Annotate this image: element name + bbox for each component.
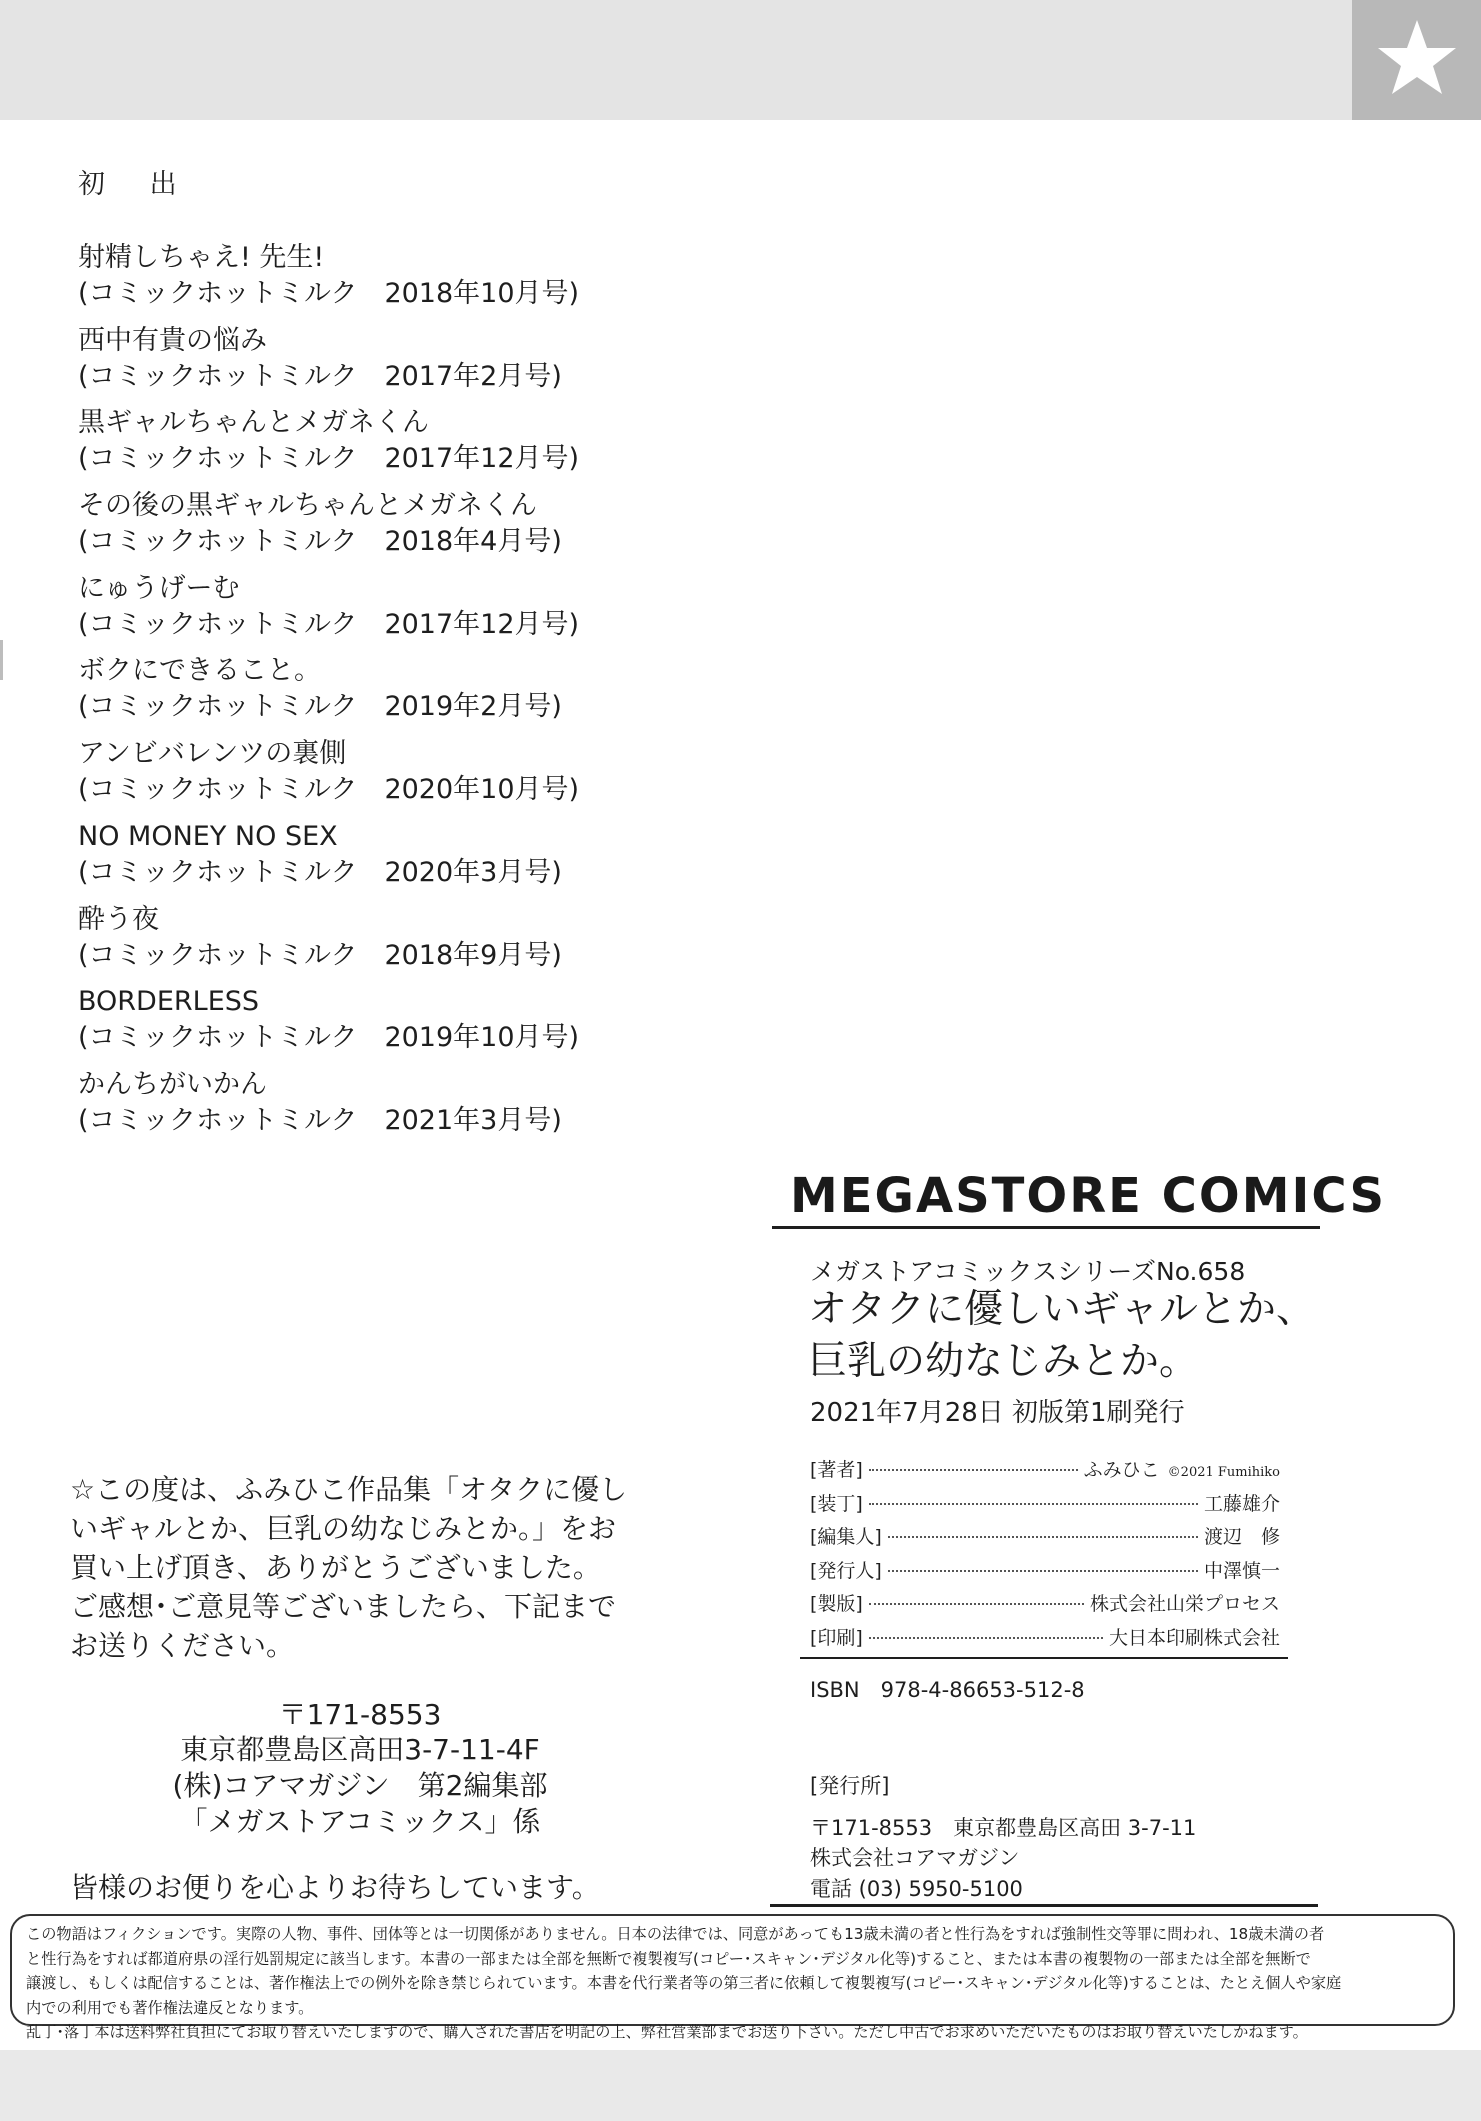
leader-dots bbox=[869, 1602, 1084, 1605]
credit-row bbox=[810, 1556, 1280, 1590]
work-source: (コミックホットミルク 2021年3月号) bbox=[78, 1104, 562, 1136]
work-item bbox=[78, 1067, 638, 1150]
credit-row bbox=[810, 1522, 1280, 1556]
work-title: アンビバレンツの裏側 bbox=[78, 738, 347, 770]
work-title: 射精しちゃえ! 先生! bbox=[78, 242, 325, 273]
work-source: (コミックホットミルク 2018年9月号) bbox=[78, 939, 562, 971]
notice-line: 内での利用でも著作権法違反となります。 bbox=[26, 1998, 314, 2017]
work-item bbox=[78, 902, 638, 985]
credit-value: 渡辺 修 bbox=[1203, 1526, 1280, 1548]
credit-row bbox=[810, 1623, 1280, 1657]
credit-label: [製版] bbox=[810, 1593, 863, 1615]
colophon-bottom-rule bbox=[770, 1904, 1318, 1907]
notice-line: 乱丁･落丁本は送料弊社負担にてお取り替えいたしますので、購入された書店を明記の上、弊社営業部までお送り下さい。ただし中古でお求めいただいたものはお取り替えいたしかねます。 bbox=[26, 2023, 1308, 2041]
mail-attention: 「メガストアコミックス」係 bbox=[179, 1805, 541, 1838]
credit-value: 株式会社山栄プロセス bbox=[1089, 1593, 1280, 1615]
copyright-note: ©2021 Fumihiko bbox=[1167, 1465, 1280, 1480]
message-line: ご感想･ご意見等ございましたら、下記まで bbox=[70, 1590, 617, 1623]
page-edge-mark bbox=[0, 640, 3, 680]
message-line: お送りください。 bbox=[70, 1629, 295, 1662]
imprint-rule bbox=[772, 1226, 1320, 1229]
leader-dots bbox=[888, 1535, 1198, 1538]
work-source: (コミックホットミルク 2018年4月号) bbox=[78, 526, 562, 558]
work-source: (コミックホットミルク 2019年10月号) bbox=[78, 1022, 580, 1054]
work-source: (コミックホットミルク 2017年12月号) bbox=[78, 608, 580, 640]
mail-department: (株)コアマガジン 第2編集部 bbox=[172, 1769, 548, 1802]
closing-message: 皆様のお便りを心よりお待ちしています。 bbox=[70, 1871, 600, 1904]
work-item bbox=[78, 240, 638, 323]
work-source: (コミックホットミルク 2020年10月号) bbox=[78, 774, 580, 806]
work-item bbox=[78, 736, 638, 819]
mail-address: 東京都豊島区高田3-7-11-4F bbox=[180, 1733, 540, 1766]
credit-label: [著者] bbox=[810, 1459, 863, 1481]
publisher-address: 〒171-8553 東京都豊島区高田 3-7-11 bbox=[810, 1816, 1197, 1840]
work-title: その後の黒ギャルちゃんとメガネくん bbox=[78, 490, 537, 522]
credit-value: ふみひこ bbox=[1083, 1459, 1160, 1481]
credit-value: 中澤慎一 bbox=[1203, 1559, 1280, 1582]
leader-dots bbox=[869, 1468, 1078, 1471]
notice-line: 譲渡し、もしくは配信することは、著作権法上での例外を除き禁じられています。本書を代行業者等の第三者に依頼して複製複写(コピー･スキャン･デジタル化等)することは、たとえ個人や家庭 bbox=[26, 1974, 1342, 1992]
corner-box bbox=[1352, 0, 1481, 120]
message-line: 買い上げ頂き、ありがとうございました。 bbox=[70, 1551, 601, 1584]
book-title-line: オタクに優しいギャルとか、 bbox=[808, 1287, 1316, 1332]
work-item bbox=[78, 653, 638, 736]
publisher-label: [発行所] bbox=[810, 1774, 890, 1798]
works-list bbox=[78, 240, 638, 1150]
work-title: NO MONEY NO SEX bbox=[78, 820, 338, 852]
first-appearance-heading: 初 出 bbox=[78, 169, 195, 200]
credit-row bbox=[810, 1589, 1280, 1623]
work-title: 黒ギャルちゃんとメガネくん bbox=[78, 407, 429, 439]
work-title: かんちがいかん bbox=[78, 1068, 267, 1100]
work-item bbox=[78, 405, 638, 488]
leader-dots bbox=[869, 1636, 1103, 1639]
star-icon bbox=[1372, 12, 1462, 102]
notice-line: この物語はフィクションです。実際の人物、事件、団体等とは一切関係がありません。日本の法律では、同意があっても13歳未満の者と性行為をすれば強制性交等罪に問われ、18歳未満の者 bbox=[26, 1925, 1325, 1943]
publisher-phone: 電話 (03) 5950-5100 bbox=[810, 1877, 1023, 1901]
publication-date: 2021年7月28日 初版第1刷発行 bbox=[810, 1398, 1185, 1428]
leader-dots bbox=[869, 1502, 1198, 1505]
book-title bbox=[808, 1284, 1315, 1388]
credit-label: [発行人] bbox=[810, 1559, 882, 1582]
work-source: (コミックホットミルク 2017年2月号) bbox=[78, 360, 562, 392]
work-item bbox=[78, 323, 638, 406]
credit-label: [装丁] bbox=[810, 1492, 863, 1515]
credit-label: [編集人] bbox=[810, 1526, 882, 1548]
thanks-message bbox=[70, 1470, 627, 1665]
mail-postal-code: 〒171-8553 bbox=[278, 1698, 442, 1731]
bottom-band bbox=[0, 2050, 1481, 2121]
work-title: にゅうげーむ bbox=[78, 572, 240, 604]
top-band bbox=[0, 0, 1481, 120]
notice-line: と性行為をすれば都道府県の淫行処罰規定に該当します。本書の一部または全部を無断で複製複写(コピー･スキャン･デジタル化等)すること、または本書の複製物の一部または全部を無断で bbox=[26, 1949, 1311, 1968]
work-item bbox=[78, 571, 638, 654]
leader-dots bbox=[888, 1569, 1198, 1572]
work-title: 西中有貴の悩み bbox=[78, 324, 267, 356]
work-title: BORDERLESS bbox=[78, 986, 260, 1018]
work-item bbox=[78, 984, 638, 1067]
isbn: ISBN 978-4-86653-512-8 bbox=[810, 1678, 1085, 1702]
credit-label: [印刷] bbox=[810, 1626, 863, 1649]
message-line: いギャルとか、巨乳の幼なじみとか。」をお bbox=[70, 1512, 617, 1545]
work-source: (コミックホットミルク 2019年2月号) bbox=[78, 691, 562, 723]
legal-notice-box bbox=[10, 1914, 1455, 2041]
work-item bbox=[78, 488, 638, 571]
credit-row bbox=[810, 1489, 1280, 1523]
work-source: (コミックホットミルク 2017年12月号) bbox=[78, 443, 580, 475]
message-line: ☆この度は、ふみひこ作品集「オタクに優し bbox=[70, 1473, 628, 1506]
imprint-logo: MEGASTORE COMICS bbox=[790, 1168, 1387, 1224]
work-item bbox=[78, 819, 638, 902]
series-number: メガストアコミックスシリーズNo.658 bbox=[810, 1257, 1246, 1286]
credit-row bbox=[810, 1455, 1280, 1489]
credit-value: 工藤雄介 bbox=[1203, 1492, 1280, 1515]
work-title: 酔う夜 bbox=[78, 903, 159, 935]
credits-list bbox=[810, 1455, 1280, 1656]
credit-value: 大日本印刷株式会社 bbox=[1108, 1626, 1280, 1649]
work-source: (コミックホットミルク 2020年3月号) bbox=[78, 856, 562, 888]
book-title-line: 巨乳の幼なじみとか。 bbox=[808, 1339, 1199, 1384]
publisher-name: 株式会社コアマガジン bbox=[810, 1846, 1020, 1870]
isbn-rule bbox=[800, 1657, 1288, 1659]
work-title: ボクにできること。 bbox=[78, 655, 321, 687]
work-source: (コミックホットミルク 2018年10月号) bbox=[78, 278, 580, 309]
